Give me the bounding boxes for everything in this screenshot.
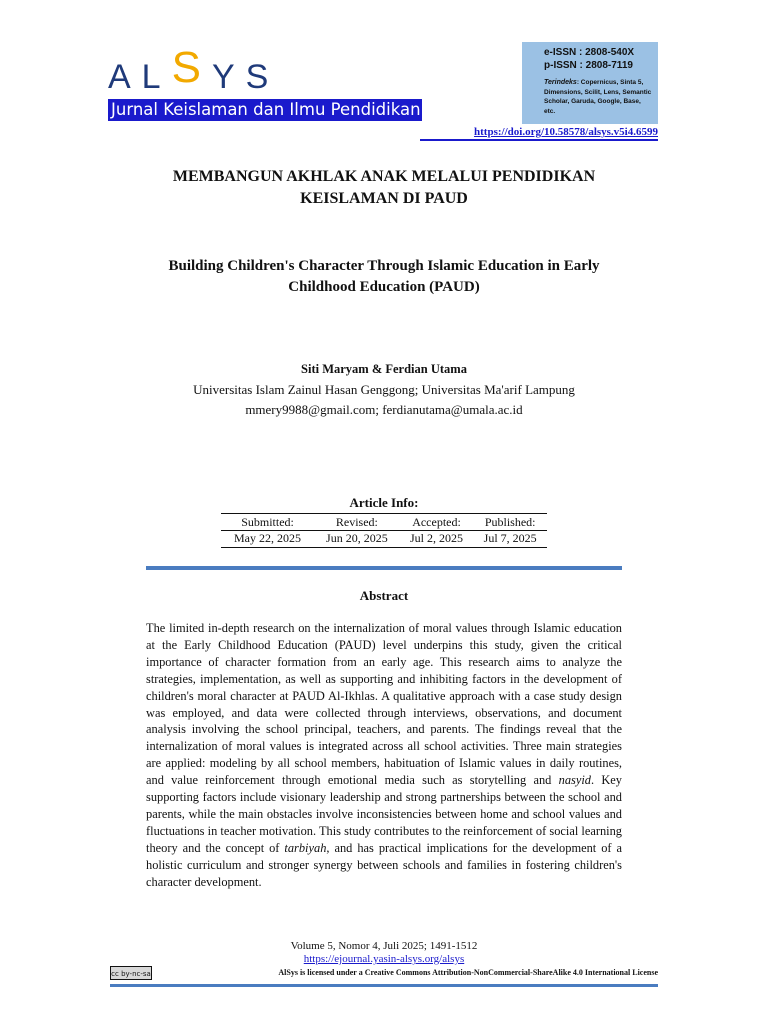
pissn: p-ISSN : 2808-7119	[544, 60, 633, 71]
abstract-text-3: , and has practical implications for the development of a holistic curriculum and stronger synergy between schools and families in fostering children's character development.	[146, 840, 622, 889]
indexed-label: Terindeks	[544, 79, 577, 86]
info-header-revised: Revised:	[335, 515, 378, 529]
logo-suffix: YS	[211, 58, 280, 96]
affiliation: Universitas Islam Zainul Hasan Genggong; Universitas Ma'arif Lampung	[193, 382, 575, 397]
abstract-text-2: . Key supporting factors include visionary leadership and strong partnerships between the school and parents, while the main obstacles involve inconsistencies between home and school values and fluctuations in teacher motivation. This study contributes to the reinforcement of social learning theory and the concept of	[146, 773, 622, 855]
logo-prefix: AL	[108, 58, 172, 96]
title-id-line-2: KEISLAMAN DI PAUD	[300, 190, 468, 207]
volume-info: Volume 5, Nomor 4, Juli 2025; 1491-1512	[290, 940, 478, 952]
info-header-accepted: Accepted:	[412, 515, 461, 529]
article-info-title: Article Info:	[349, 495, 419, 510]
footer-rule	[110, 984, 658, 987]
abstract-italic-tarbiyah: tarbiyah	[284, 840, 327, 855]
title-en-line-1: Building Children's Character Through Islamic Education in Early	[168, 258, 600, 274]
info-date-revised: Jun 20, 2025	[314, 531, 400, 548]
authors: Siti Maryam & Ferdian Utama	[301, 362, 467, 376]
info-header-submitted: Submitted:	[241, 515, 294, 529]
journal-site-link[interactable]: https://ejournal.yasin-alsys.org/alsys	[303, 953, 465, 965]
article-info-table	[221, 513, 547, 548]
info-date-accepted: Jul 2, 2025	[400, 531, 474, 548]
title-id-line-1: MEMBANGUN AKHLAK ANAK MELALUI PENDIDIKAN	[172, 168, 596, 185]
section-divider	[146, 566, 622, 570]
title-english	[0, 256, 768, 298]
info-date-submitted: May 22, 2025	[221, 531, 314, 548]
logo-s-letter: S	[171, 43, 212, 92]
doi-link[interactable]: https://doi.org/10.58578/alsys.v5i4.6599	[474, 126, 658, 138]
indexing-list	[544, 78, 652, 116]
cc-license-icon[interactable]: cc by-nc-sa	[110, 966, 152, 980]
journal-logo	[108, 43, 280, 96]
eissn: e-ISSN : 2808-540X	[544, 47, 635, 58]
indexed-services: : Copernicus, Sinta 5, Dimensions, Scilit, Lens, Semantic Scholar, Garuda, Google, Base, etc.	[544, 79, 652, 115]
abstract-body	[146, 620, 622, 891]
abstract-italic-nasyid: nasyid	[558, 773, 591, 788]
info-date-published: Jul 7, 2025	[473, 531, 547, 548]
author-emails: mmery9988@gmail.com; ferdianutama@umala.ac.id	[245, 402, 523, 417]
license-text: AlSys is licensed under a Creative Commons Attribution-NonCommercial-ShareAlike 4.0 International License	[278, 968, 658, 977]
abstract-heading: Abstract	[359, 588, 409, 603]
issn-box	[522, 42, 658, 124]
journal-name-banner: Jurnal Keislaman dan Ilmu Pendidikan	[108, 99, 422, 121]
abstract-text-1: The limited in-depth research on the internalization of moral values through Islamic education at the Early Childhood Education (PAUD) level underpins this study, given the critical importance of character formation from an early age. This research aims to analyze the strategies, implementation, as well as supporting and inhibiting factors in the development of children's moral character at PAUD Al-Ikhlas. A qualitative approach with a case study design was employed, and data were collected through interviews, observations, and document analysis involving the school principal, teachers, and parents. The findings reveal that the internalization of moral values is integrated across all school activities. Three main strategies are applied: modeling by all school members, habituation of Islamic values in daily routines, and value reinforcement through emotional media such as storytelling and	[146, 621, 622, 788]
info-header-published: Published:	[484, 515, 536, 529]
title-indonesian	[0, 166, 768, 210]
title-en-line-2: Childhood Education (PAUD)	[288, 279, 480, 295]
